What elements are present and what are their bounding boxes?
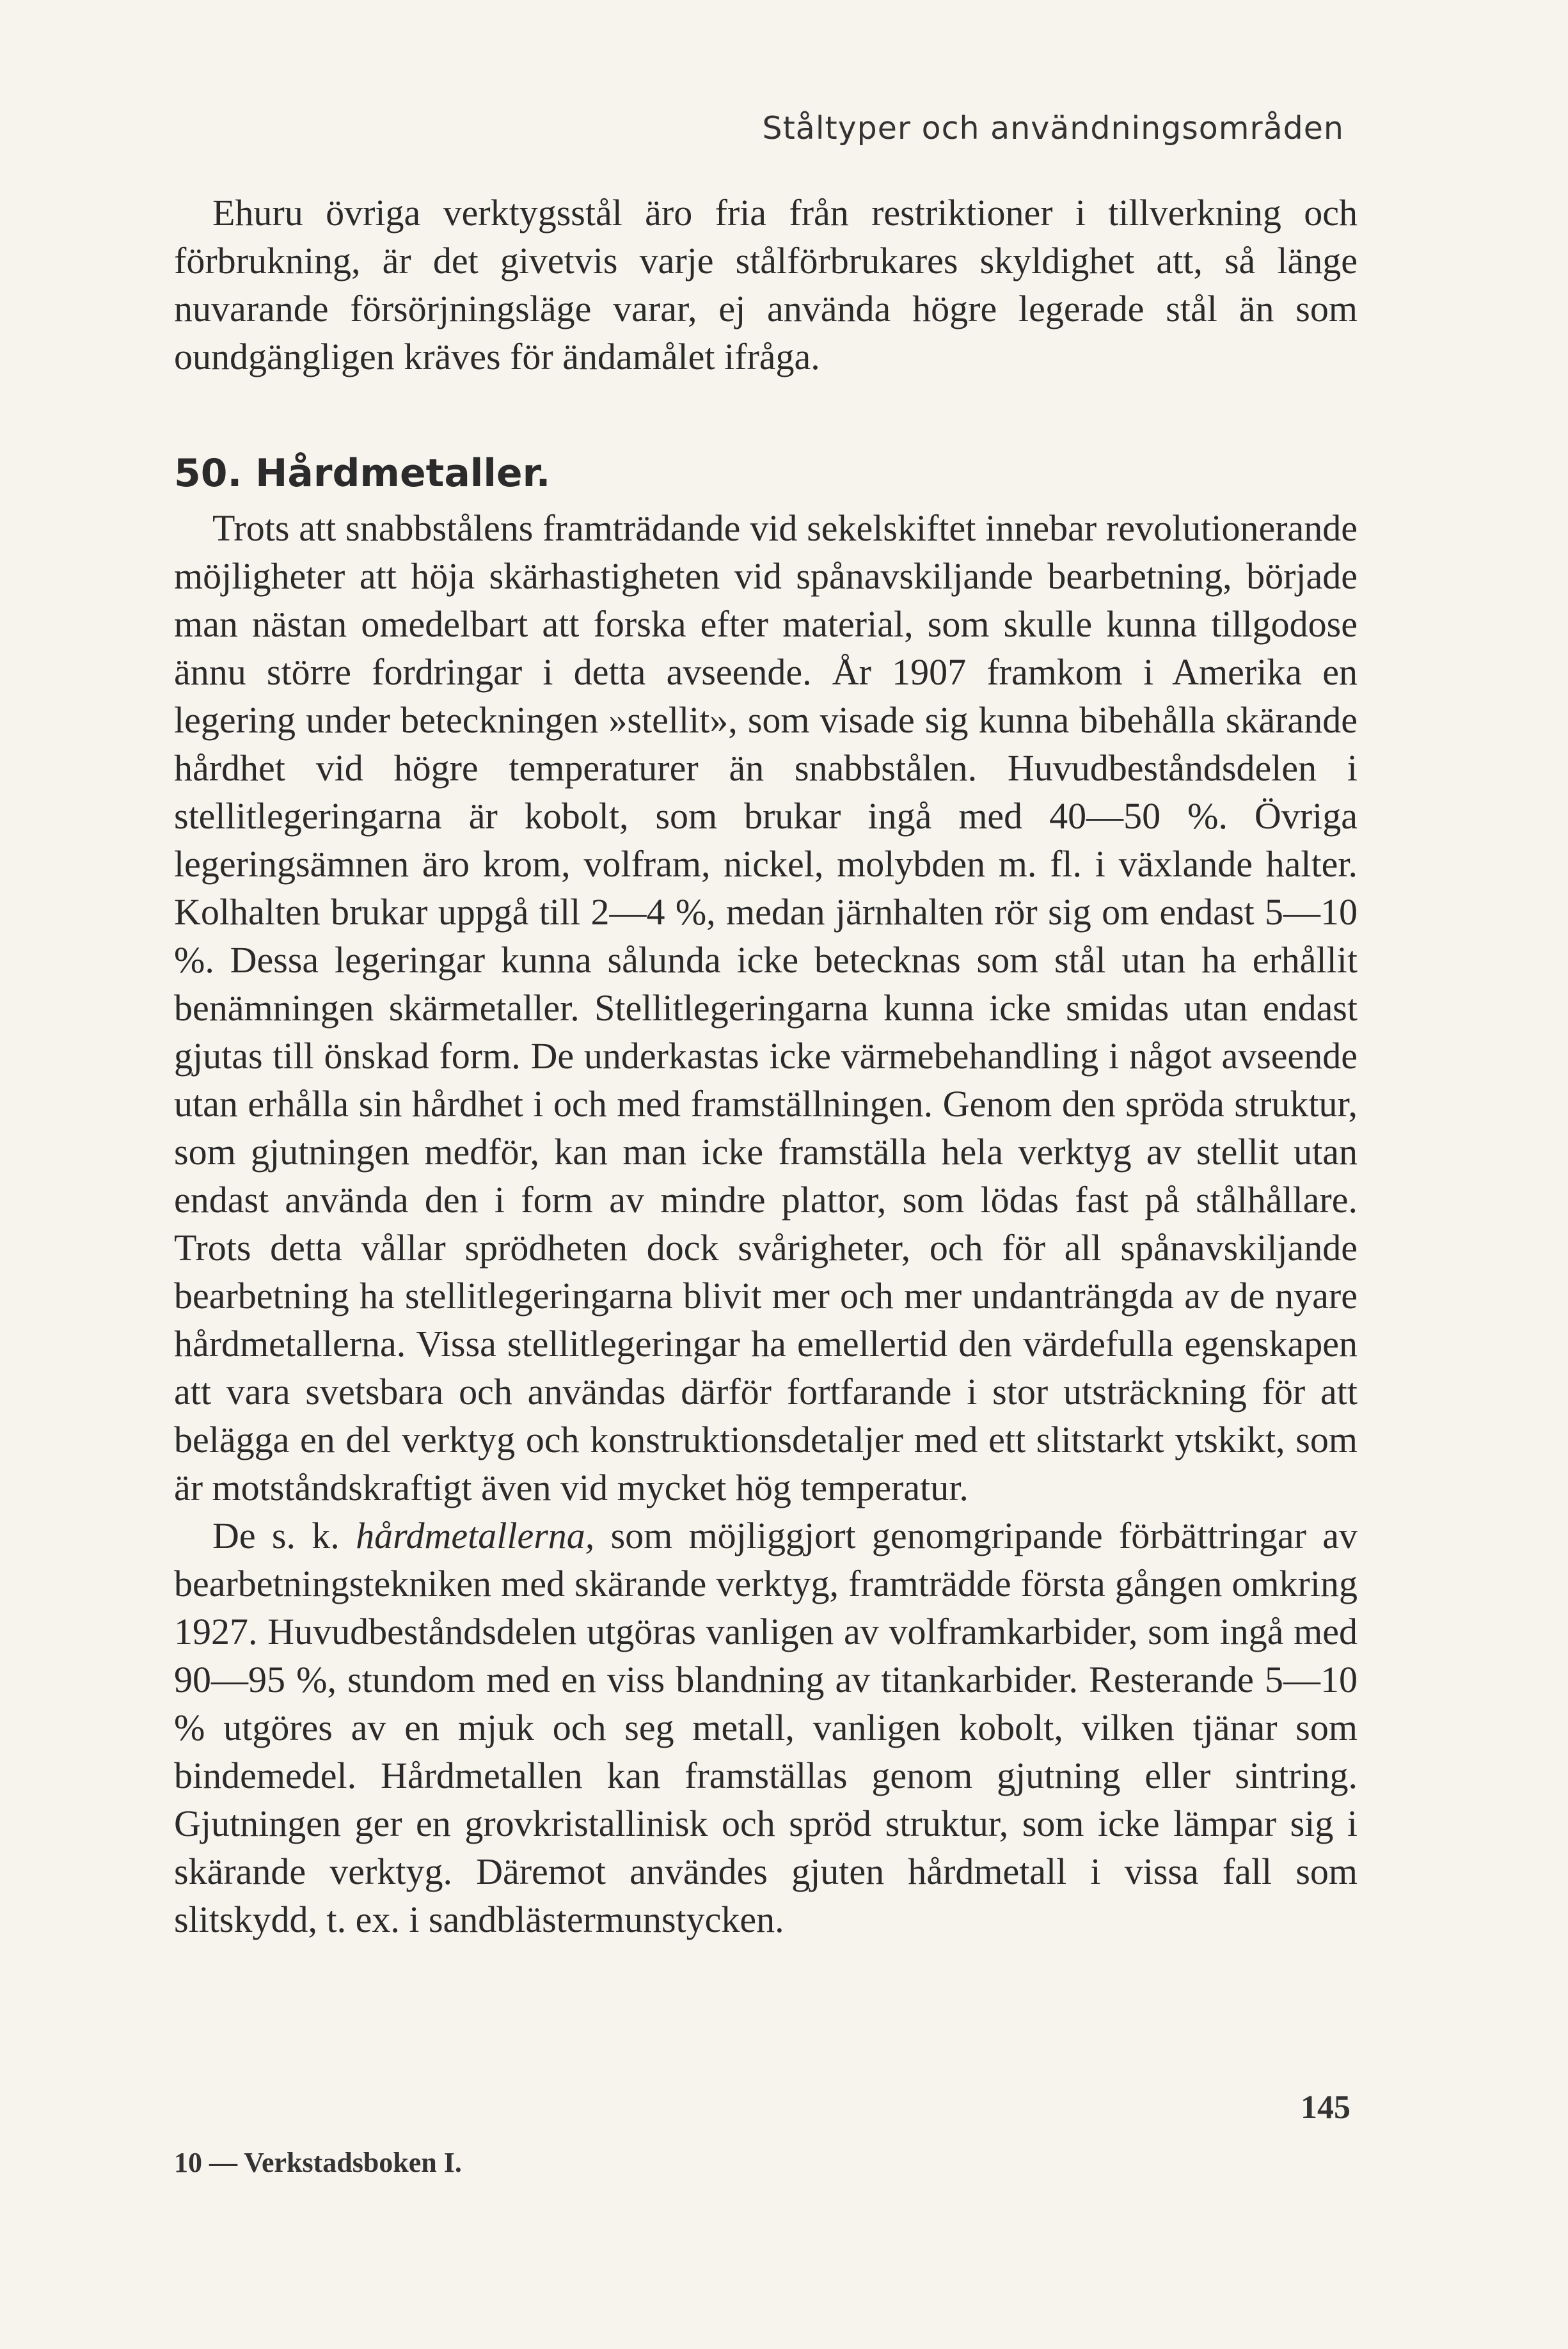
section-text-block [174,504,1358,1943]
section-heading: 50. Hårdmetaller. [174,451,551,496]
italic-term: hårdmetallerna, [356,1515,595,1556]
section-paragraph-1: Trots att snabbstålens framträdande vid sekelskiftet innebar revolutionerande möjligheter att höja skärhastigheten vid spånavskiljande bearbetning, började man nästan omedelbart att forska efter material, som skulle kunna tillgodose ännu större fordringar i detta avseende. År 1907 framkom i Amerika en legering under beteckningen »stellit», som visade sig kunna bibehålla skärande hårdhet vid högre temperaturer än snabbstålen. Huvudbeståndsdelen i stellitlegeringarna är kobolt, som brukar ingå med 40—50 %. Övriga legeringsämnen äro krom, volfram, nickel, molybden m. fl. i växlande halter. Kolhalten brukar uppgå till 2—4 %, medan järnhalten rör sig om endast 5—10 %. Dessa legeringar kunna sålunda icke betecknas som stål utan ha erhållit benämningen skärmetaller. Stellitlegeringarna kunna icke smidas utan endast gjutas till önskad form. De underkastas icke värmebehandling i något avseende utan erhålla sin hårdhet i och med framställningen. Genom den spröda struktur, som gjutningen medför, kan man icke framställa hela verktyg av stellit utan endast använda den i form av mindre plattor, som lödas fast på stålhållare. Trots detta vållar sprödheten dock svårigheter, och för all spånavskiljande bearbetning ha stellitlegeringarna blivit mer och mer undanträngda av de nyare hårdmetallerna. Vissa stellitlegeringar ha emellertid den värdefulla egenskapen att vara svetsbara och användas därför fortfarande i stor utsträckning för att belägga en del verktyg och konstruktionsdetaljer med ett slitstarkt ytskikt, som är motståndskraftigt även vid mycket hög temperatur. [174,507,1358,1508]
signature-line: 10 — Verkstadsboken I. [174,2147,462,2178]
section-paragraph-2 [174,1512,1358,1943]
intro-paragraph: Ehuru övriga verktygsstål äro fria från restriktioner i tillverkning och förbrukning, är det givetvis varje stålförbrukares skyldighet att, så länge nuvarande försörjningsläge varar, ej använda högre legerade stål än som oundgängligen kräves för ändamålet ifråga. [174,192,1358,377]
paragraph-2-lead: De s. k. [212,1515,356,1556]
paragraph-2-rest: som möjliggjort genomgripande förbättringar av bearbetningstekniken med skärande verktyg, framträdde första gången omkring 1927. Huvudbeståndsdelen utgöras vanligen av volframkarbider, som ingå med 90—95 %, stundom med en viss blandning av titankarbider. Resterande 5—10 % utgöres av en mjuk och seg metall, vanligen kobolt, vilken tjänar som bindemedel. Hårdmetallen kan framställas genom gjutning eller sintring. Gjutningen ger en grovkristallinisk och spröd struktur, som icke lämpar sig i skärande verktyg. Däremot användes gjuten hårdmetall i vissa fall som slitskydd, t. ex. i sandblästermunstycken. [174,1515,1358,1940]
running-head: Ståltyper och användningsområden [762,110,1344,146]
intro-text-block [174,189,1358,381]
page-number: 145 [1301,2089,1350,2126]
